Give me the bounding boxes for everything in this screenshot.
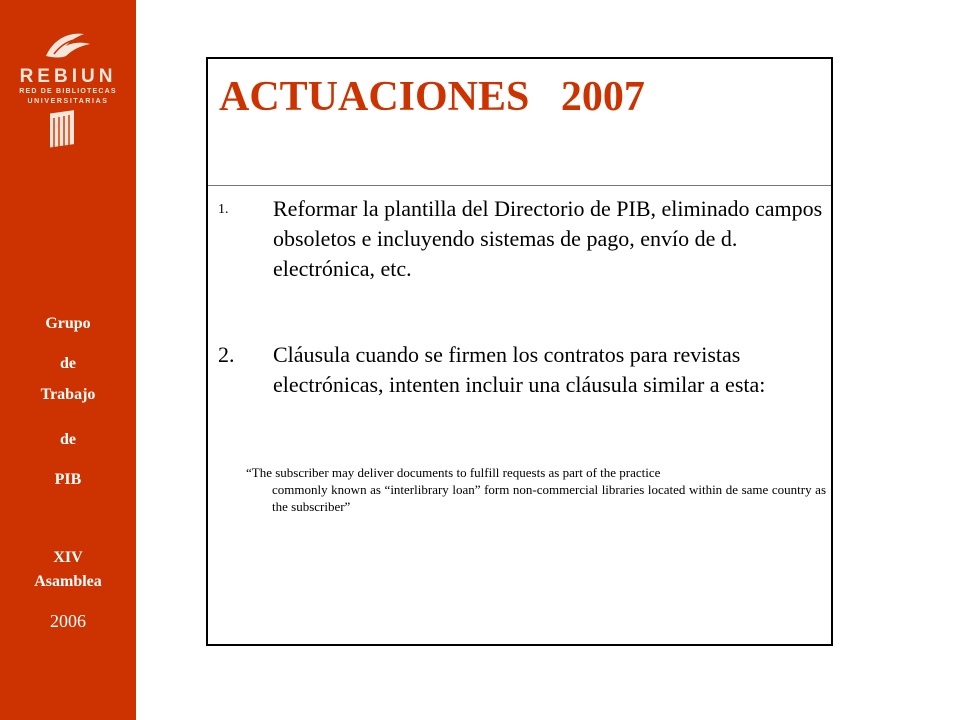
group-label-4: de: [60, 431, 76, 448]
title-area: [208, 59, 831, 186]
bird-icon: [40, 28, 96, 64]
group-label-3: Trabajo: [40, 386, 96, 403]
group-label-2: de: [60, 355, 76, 372]
rebiun-logo: [0, 28, 136, 158]
sidebar: [0, 0, 136, 720]
slide-title: ACTUACIONES 2007: [219, 74, 645, 120]
group-label-5: PIB: [54, 471, 82, 488]
quote-continuation: commonly known as “interlibrary loan” form non-commercial libraries located within de same country as the subscriber”: [272, 482, 826, 514]
list-item-number: 1.: [218, 202, 229, 217]
list-item-text: Reformar la plantilla del Directorio de PIB, eliminado campos obsoletos e incluyendo sistemas de pago, envío de d. electrónica, etc.: [273, 196, 823, 281]
list-item-text: Cláusula cuando se firmen los contratos para revistas electrónicas, intenten incluir una cláusula similar a esta:: [273, 342, 766, 397]
license-quote: [246, 464, 826, 515]
event-label-2: Asamblea: [34, 573, 102, 590]
content-box: [206, 57, 833, 646]
books-icon: [46, 108, 86, 154]
logo-subtitle-1: RED DE BIBLIOTECAS: [19, 88, 117, 95]
group-label-1: Grupo: [45, 315, 91, 332]
event-year: 2006: [50, 611, 86, 631]
list-item-number: 2.: [218, 342, 235, 367]
logo-subtitle-2: UNIVERSITARIAS: [27, 98, 109, 105]
logo-name: REBIUN: [19, 66, 117, 87]
event-label-1: XIV: [53, 549, 83, 566]
quote-line-1: “The subscriber may deliver documents to fulfill requests as part of the practice: [246, 465, 661, 480]
